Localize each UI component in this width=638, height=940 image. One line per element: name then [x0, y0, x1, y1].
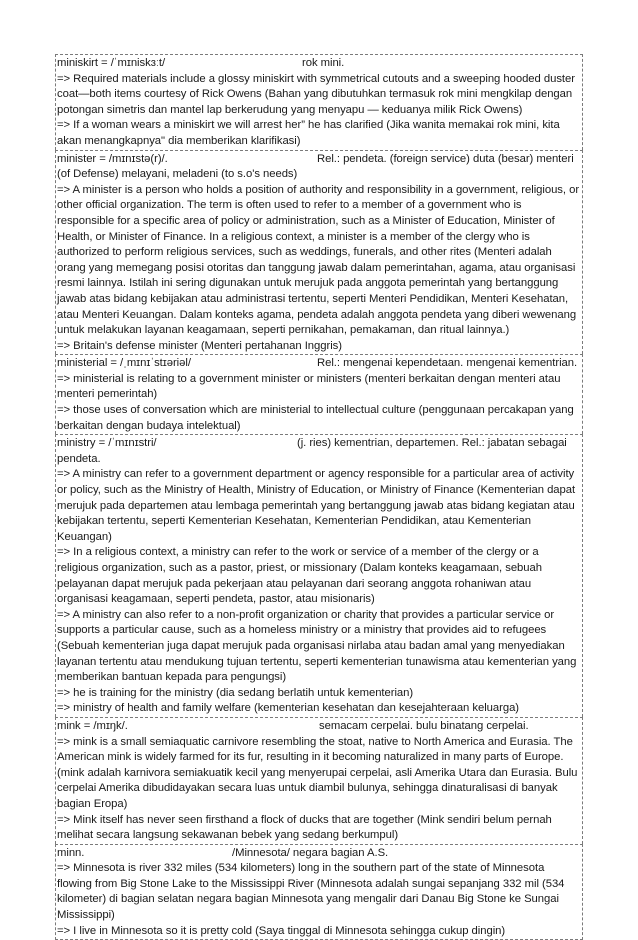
- example-sentence: => Britain's defense minister (Menteri pertahanan Inggris): [57, 339, 342, 352]
- headword: minn.: [57, 846, 85, 859]
- example-sentence: => A ministry can refer to a government department or agency responsible for a particular area of activity or policy, such as the Ministry of Health, Ministry of Education, or Ministry of Finance (Kementerian dapat merujuk pada departemen atau lembaga pemerintah yang bertanggung jawab atas bidang kegiatan atau kebijakan tertentu, seperti Kementerian Kesehatan, Kementerian Pendidikan, atau Kementerian Keuangan): [57, 468, 576, 543]
- headword-translation: Rel.: pendeta. (foreign service) duta (besar) menteri: [317, 152, 574, 165]
- headword-translation: (j. ries) kementrian, departemen. Rel.: jabatan sebagai: [297, 437, 567, 450]
- example-sentence: => If a woman wears a miniskirt we will arrest her” he has clarified (Jika wanita memakai rok mini, kita akan menangkapnya" dia memberikan klarifikasi): [57, 119, 560, 147]
- headword-translation: rok mini.: [302, 57, 345, 69]
- headword-translation: /Minnesota/ negara bagian A.S.: [232, 846, 389, 859]
- entry-header: [57, 152, 581, 168]
- entry-header: [57, 846, 581, 862]
- dictionary-entry: [55, 354, 583, 434]
- entry-header: [57, 719, 581, 735]
- headword: mink = /mɪŋk/.: [57, 719, 128, 732]
- example-sentence: => ministerial is relating to a government minister or ministers (menteri berkaitan dengan menteri atau menteri pemerintah): [57, 372, 561, 401]
- entry-header: [57, 356, 581, 372]
- headword: ministerial = /ˌmɪnɪˈstɪəriəl/: [57, 357, 191, 370]
- example-sentence: => A minister is a person who holds a position of authority and responsibility in a government, religious, or other official organization. The term is often used to refer to a member of a government who is responsible for a specific area of policy or administration, such as a Minister of Education, Minister of Health, or Minister of Finance. In a religious context, a minister is a member of the clergy who is authorized to perform religious services, such as weddings, funerals, and other rites (Menteri adalah orang yang memegang posisi otoritas dan tanggung jawab dalam pemerintahan, agama, atau organisasi resmi lainnya. Istilah ini sering digunakan untuk merujuk pada anggota pemerintah yang bertanggung jawab atas bidang kebijakan atau administrasi tertentu, seperti Menteri Pendidikan, Menteri Kesehatan, atau Menteri Keuangan. Dalam konteks agama, pendeta adalah anggota pendeta yang diberi wewenang untuk melakukan layanan keagamaan, seperti pernikahan, pemakaman, dan ritual lainnya.): [57, 183, 580, 337]
- example-sentence: => A ministry can also refer to a non-profit organization or charity that provides a particular service or supports a particular cause, such as a homeless ministry or a ministry that provides aid to refugees (Sebuah kementerian juga dapat merujuk pada organisasi nirlaba atau badan amal yang menyediakan layanan tertentu atau mendukung tujuan tertentu, seperti kementerian tunawisma atau kementerian yang memberikan bantuan kepada para pengungsi): [57, 608, 577, 684]
- headword-translation: semacam cerpelai. bulu binatang cerpelai.: [319, 719, 529, 732]
- example-sentence: => Minnesota is river 332 miles (534 kilometers) long in the southern part of the state of Minnesota flowing from Big Stone Lake to the Mississippi River (Minnesota adalah sungai sepanjang 332 mil (534 kilometer) di bagian selatan negara bagian Minnesota yang mengalir dari Danau Big Stone ke Sungai Mississippi): [57, 862, 565, 922]
- entry-header: [57, 436, 581, 452]
- dictionary-document: [55, 54, 583, 940]
- entry-header: [57, 56, 581, 72]
- example-sentence: => those uses of conversation which are ministerial to intellectual culture (penggunaan percakapan yang berkaitan dengan budaya intelektual): [57, 404, 574, 432]
- entry-continuation: (of Defense) melayani, meladeni (to s.o's needs): [57, 168, 298, 181]
- example-sentence: => Required materials include a glossy miniskirt with symmetrical cutouts and a sweeping hooded duster coat—both items courtesy of Rick Owens (Bahan yang dibutuhkan termasuk rok mini mengkilap dengan potongan simetris dan mantel lap berkerudung yang menyapu — keduanya milik Rick Owens): [57, 72, 575, 116]
- headword: miniskirt = /ˈmɪniskɜːt/: [57, 57, 166, 69]
- dictionary-entry: [55, 844, 583, 940]
- example-sentence: => ministry of health and family welfare (kementerian kesehatan dan kesejahteraan keluarga): [57, 702, 520, 715]
- example-sentence: => mink is a small semiaquatic carnivore resembling the stoat, native to North America and Eurasia. The American mink is widely farmed for its fur, resulting in it becoming naturalized in many parts of Europe. (mink adalah karnivora semiakuatik kecil yang menyerupai cerpelai, asli Amerika Utara dan Eurasia. Bulu cerpelai Amerika dibudidayakan secara luas untuk diambil bulunya, sehingga dinaturalisasi di banyak bagian Eropa): [57, 735, 578, 810]
- dictionary-entry: [55, 717, 583, 844]
- dictionary-entry: [55, 54, 583, 150]
- entry-continuation: pendeta.: [57, 452, 101, 465]
- example-sentence: => I live in Minnesota so it is pretty cold (Saya tinggal di Minnesota sehingga cukup dingin): [57, 924, 506, 937]
- dictionary-entry: [55, 150, 583, 355]
- headword-translation: Rel.: mengenai kependetaan. mengenai kementrian.: [317, 357, 578, 370]
- example-sentence: => he is training for the ministry (dia sedang berlatih untuk kementerian): [57, 686, 414, 699]
- dictionary-entry: [55, 434, 583, 717]
- example-sentence: => In a religious context, a ministry can refer to the work or service of a member of the clergy or a religious organization, such as a pastor, priest, or missionary (Dalam konteks keagamaan, sebuah pelayanan dapat merujuk pada pekerjaan atau pelayanan dari seorang anggota rohaniwan atau organisasi keagamaan, seperti pendeta, pastor, atau misionaris): [57, 546, 542, 606]
- example-sentence: => Mink itself has never seen firsthand a flock of ducks that are together (Mink sendiri belum pernah melihat secara langsung sekawanan bebek yang sedang berkumpul): [57, 813, 552, 842]
- headword: ministry = /ˈmɪnɪstri/: [57, 437, 157, 450]
- headword: minister = /mɪnɪstə(r)/.: [57, 152, 168, 165]
